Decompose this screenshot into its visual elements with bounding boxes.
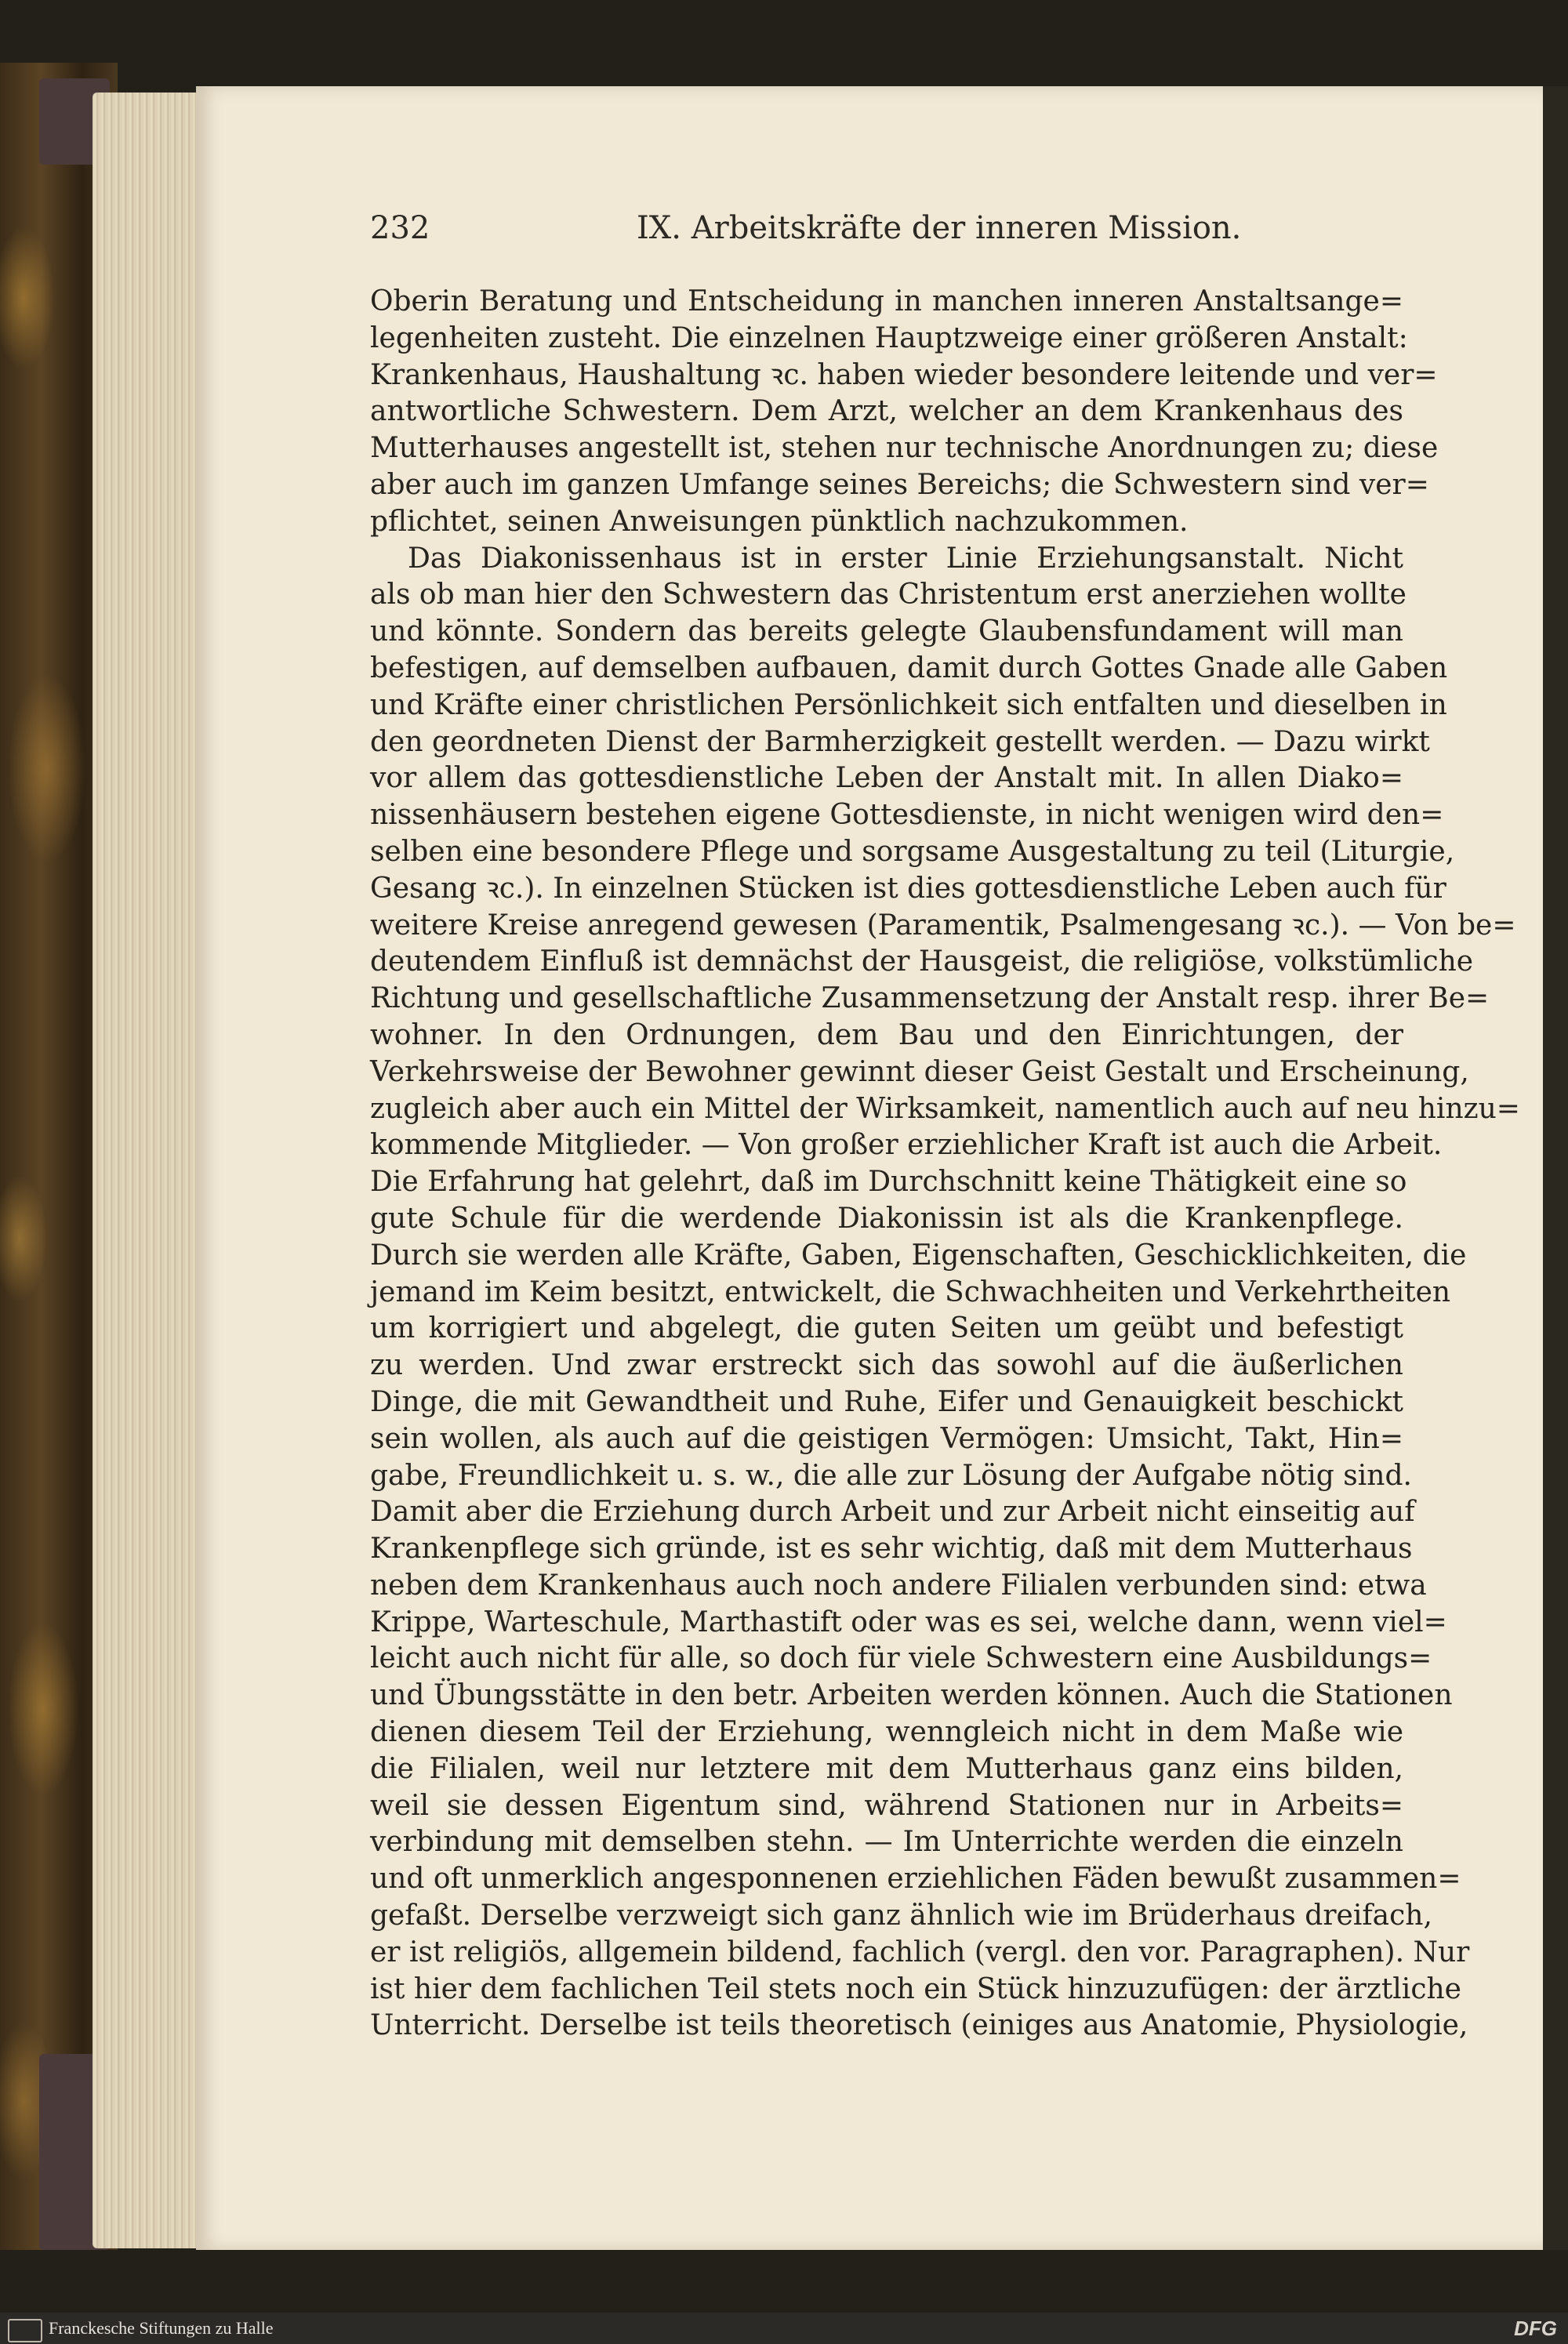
text-line: legenheiten zusteht. Die einzelnen Hauptzweige einer größeren Anstalt: — [370, 321, 1408, 354]
text-line: Mutterhauses angestellt ist, stehen nur technische Anordnungen zu; diese — [370, 432, 1439, 465]
text-line: und könnte. Sondern das bereits gelegte Glaubensfundament will man — [370, 615, 1403, 648]
text-line: um korrigiert und abgelegt, die guten Seiten um geübt und befestigt — [370, 1312, 1403, 1345]
text-line: Krankenhaus, Haushaltung ꝛc. haben wieder besondere leitende und ver= — [370, 358, 1438, 391]
text-line: weitere Kreise anregend gewesen (Paramentik, Psalmengesang ꝛc.). — Von be= — [370, 909, 1516, 942]
text-line: befestigen, auf demselben aufbauen, damit durch Gottes Gnade alle Gaben — [370, 651, 1448, 684]
text-line: Unterricht. Derselbe ist teils theoretisch (einiges aus Anatomie, Physiologie, — [370, 2009, 1468, 2042]
text-line: Damit aber die Erziehung durch Arbeit und zur Arbeit nicht einseitig auf — [370, 1496, 1415, 1529]
text-line: dienen diesem Teil der Erziehung, wenngleich nicht in dem Maße wie — [370, 1716, 1403, 1749]
text-line: vor allem das gottesdienstliche Leben der Anstalt mit. In allen Diako= — [370, 762, 1403, 795]
text-line: gute Schule für die werdende Diakonissin ist als die Krankenpflege. — [370, 1202, 1403, 1235]
page-number: 232 — [370, 210, 430, 246]
text-line: pflichtet, seinen Anweisungen pünktlich nachzukommen. — [370, 505, 1189, 538]
text-line: Verkehrsweise der Bewohner gewinnt dieser Geist Gestalt und Erscheinung, — [370, 1055, 1469, 1088]
text-line: Krankenpflege sich gründe, ist es sehr wichtig, daß mit dem Mutterhaus — [370, 1533, 1413, 1566]
text-line: jemand im Keim besitzt, entwickelt, die Schwachheiten und Verkehrtheiten — [370, 1275, 1451, 1308]
text-line: aber auch im ganzen Umfange seines Bereichs; die Schwestern sind ver= — [370, 468, 1429, 501]
text-line: Oberin Beratung und Entscheidung in manchen inneren Anstaltsange= — [370, 285, 1403, 317]
chapter-title: IX. Arbeitskräfte der inneren Mission. — [637, 210, 1242, 246]
text-line: wohner. In den Ordnungen, dem Bau und den Einrichtungen, der — [370, 1018, 1403, 1051]
footer-bar — [0, 2313, 1568, 2344]
text-line: als ob man hier den Schwestern das Christentum erst anerziehen wollte — [370, 579, 1406, 611]
text-line: und Übungsstätte in den betr. Arbeiten werden können. Auch die Stationen — [370, 1679, 1453, 1712]
text-line: zugleich aber auch ein Mittel der Wirksamkeit, namentlich auch auf neu hinzu= — [370, 1092, 1520, 1125]
text-line: verbindung mit demselben stehn. — Im Unterrichte werden die einzeln — [370, 1826, 1403, 1859]
text-line: Gesang ꝛc.). In einzelnen Stücken ist dies gottesdienstliche Leben auch für — [370, 872, 1446, 905]
institution-logo-icon — [8, 2319, 42, 2342]
text-line: Krippe, Warteschule, Marthastift oder was es sei, welche dann, wenn viel= — [370, 1606, 1447, 1638]
text-line: gabe, Freundlichkeit u. s. w., die alle zur Lösung der Aufgabe nötig sind. — [370, 1459, 1412, 1492]
body-text — [370, 284, 1520, 2045]
text-line: neben dem Krankenhaus auch noch andere Filialen verbunden sind: etwa — [370, 1569, 1427, 1602]
text-line: und oft unmerklich angesponnenen erziehlichen Fäden bewußt zusammen= — [370, 1863, 1461, 1896]
text-line: und Kräfte einer christlichen Persönlichkeit sich entfalten und dieselben in — [370, 688, 1447, 721]
text-line: Dinge, die mit Gewandtheit und Ruhe, Eifer und Genauigkeit beschickt — [370, 1385, 1403, 1418]
text-line: Das Diakonissenhaus ist in erster Linie Erziehungsanstalt. Nicht — [408, 542, 1403, 575]
running-head — [370, 210, 1403, 257]
right-page-edge — [1543, 86, 1568, 2250]
text-line: deutendem Einfluß ist demnächst der Hausgeist, die religiöse, volkstümliche — [370, 945, 1474, 978]
text-line: sein wollen, als auch auf die geistigen Vermögen: Umsicht, Takt, Hin= — [370, 1422, 1403, 1455]
text-line: selben eine besondere Pflege und sorgsame Ausgestaltung zu teil (Liturgie, — [370, 835, 1455, 868]
text-line: die Filialen, weil nur letztere mit dem Mutterhaus ganz eins bilden, — [370, 1752, 1403, 1785]
text-line: leicht auch nicht für alle, so doch für viele Schwestern eine Ausbildungs= — [370, 1642, 1432, 1675]
text-line: den geordneten Dienst der Barmherzigkeit gestellt werden. — Dazu wirkt — [370, 725, 1430, 758]
page-edges — [93, 93, 210, 2248]
text-line: nissenhäusern bestehen eigene Gottesdienste, in nicht wenigen wird den= — [370, 799, 1444, 832]
text-line: antwortliche Schwestern. Dem Arzt, welcher an dem Krankenhaus des — [370, 395, 1403, 428]
footer-institution: Franckesche Stiftungen zu Halle — [49, 2318, 274, 2338]
text-line: er ist religiös, allgemein bildend, fachlich (vergl. den vor. Paragraphen). Nur — [370, 1936, 1470, 1968]
text-line: Die Erfahrung hat gelehrt, daß im Durchschnitt keine Thätigkeit eine so — [370, 1166, 1407, 1199]
text-line: ist hier dem fachlichen Teil stets noch ein Stück hinzuzufügen: der ärztliche — [370, 1972, 1461, 2005]
text-line: zu werden. Und zwar erstreckt sich das sowohl auf die äußerlichen — [370, 1349, 1403, 1382]
dfg-logo: DFG — [1514, 2317, 1557, 2340]
text-line: kommende Mitglieder. — Von großer erziehlicher Kraft ist auch die Arbeit. — [370, 1129, 1443, 1162]
text-line: gefaßt. Derselbe verzweigt sich ganz ähnlich wie im Brüderhaus dreifach, — [370, 1900, 1432, 1932]
text-line: Durch sie werden alle Kräfte, Gaben, Eigenschaften, Geschicklichkeiten, die — [370, 1239, 1467, 1272]
text-line: Richtung und gesellschaftliche Zusammensetzung der Anstalt resp. ihrer Be= — [370, 982, 1490, 1015]
text-line: weil sie dessen Eigentum sind, während Stationen nur in Arbeits= — [370, 1789, 1403, 1822]
